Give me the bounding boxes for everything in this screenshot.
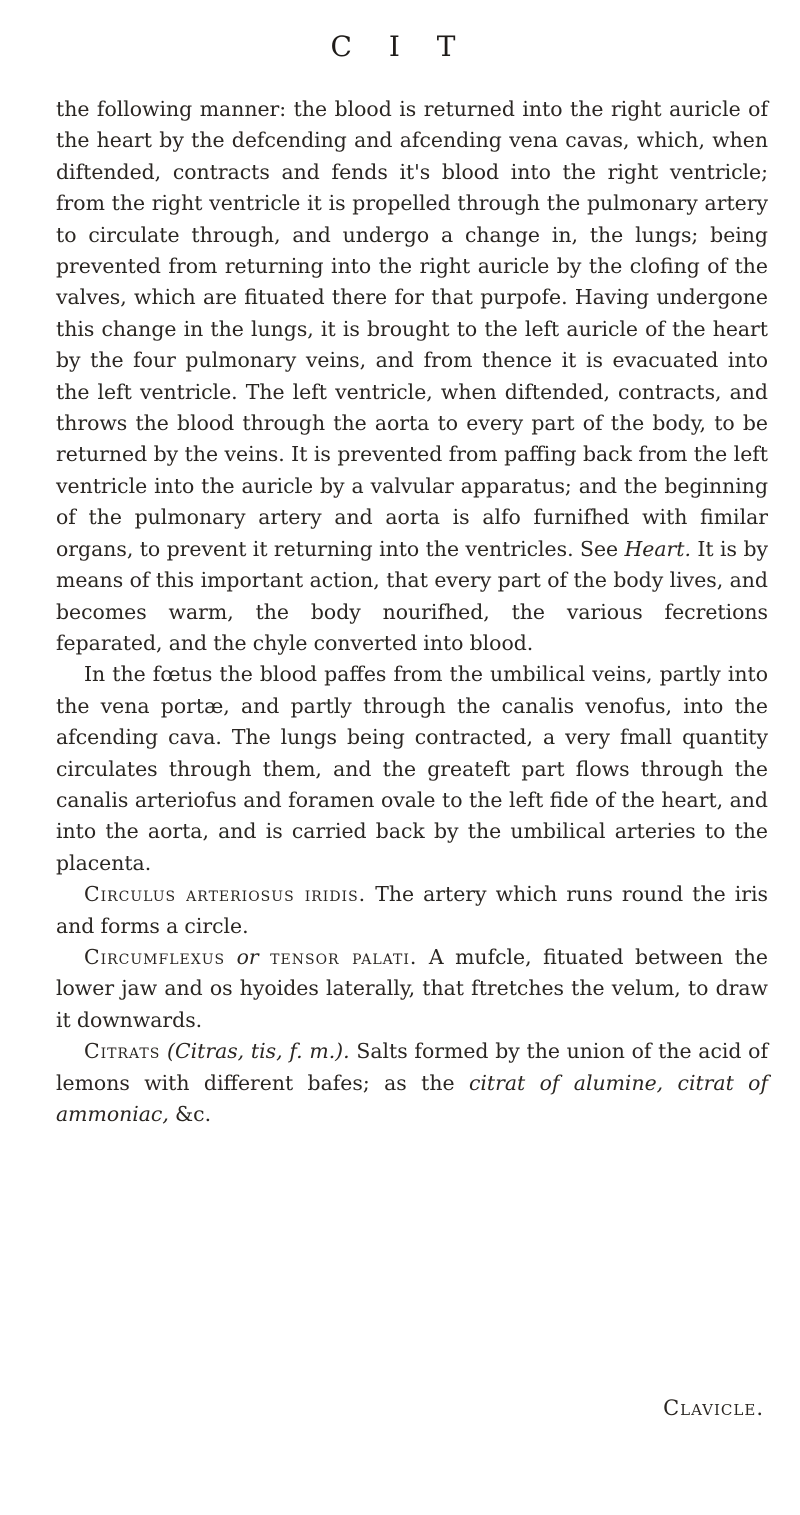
entry-circumflexus-text: A mufcle, fituated between the lower jaw and os hyoides laterally, that ftretches the velum, to draw it downwards. [56,944,768,1032]
catchword: Clavicle. [663,1396,764,1420]
running-head: C I T [330,30,470,63]
entry-citrats-example-2: citrat of ammoniac, [56,1070,768,1126]
entry-citrats-text: Salts formed by the union of the acid of lemons with different bafes; as the [56,1039,769,1095]
body-text [56,94,768,1130]
paragraph-circulation-text: the following manner: the blood is returned into the right auricle of the heart by the defcending and afcending vena cavas, which, when diftended, contracts and fends it's blood into the right ventricle; from the right ventricle it is propelled through the pulmonary artery to circulate through, and undergo a change in, the lungs; being prevented from returning into the right auricle by the clofing of the valves, which are fituated there for that purpofe. Having undergone this change in the lungs, it is brought to the left auricle of the heart by the four pulmonary veins, and from thence it is evacuated into the left ventricle. The left ventricle, when diftended, contracts, and throws the blood through the aorta to every part of the body, to be returned by the veins. It is prevented from paffing back from the left ventricle into the auricle by a valvular apparatus; and the beginning of the pulmonary artery and aorta is alfo furnifhed with fimilar organs, to prevent it returning into the ventricles. See [56,97,768,561]
entry-circumflexus-term-alt: tensor palati. [270,944,418,969]
entry-circumflexus [56,942,768,1036]
entry-circulus-text: The artery which runs round the iris and forms a circle. [56,882,769,938]
entry-circumflexus-term: Circumflexus [84,944,226,969]
entry-citrats-example-1: citrat of alumine, [468,1070,664,1095]
paragraph-foetus: In the fœtus the blood paffes from the umbilical veins, partly into the vena portæ, and partly through the canalis venofus, into the afcending cava. The lungs being contracted, a very fmall quantity circulates through them, and the greateft part flows through the canalis arteriofus and foramen ovale to the left fide of the heart, and into the aorta, and is carried back by the umbilical arteries to the placenta. [56,662,768,875]
entry-circulus [56,879,768,942]
entry-circulus-term: Circulus arteriosus iridis. [84,882,367,907]
entry-citrats [56,1036,768,1130]
entry-citrats-etc: &c. [175,1102,212,1126]
paragraph-circulation [56,94,768,659]
entry-citrats-term: Citrats [84,1039,161,1064]
cross-reference-heart: Heart. [624,536,691,561]
paragraph-circulation-end: It is by means of this important action, that every part of the body lives, and becomes warm, the body nourifhed, the various fecretions feparated, and the chyle converted into blood. [56,536,769,655]
entry-citrats-latin: (Citras, tis, f. m.). [167,1039,350,1064]
entry-circumflexus-or: or [236,944,259,969]
